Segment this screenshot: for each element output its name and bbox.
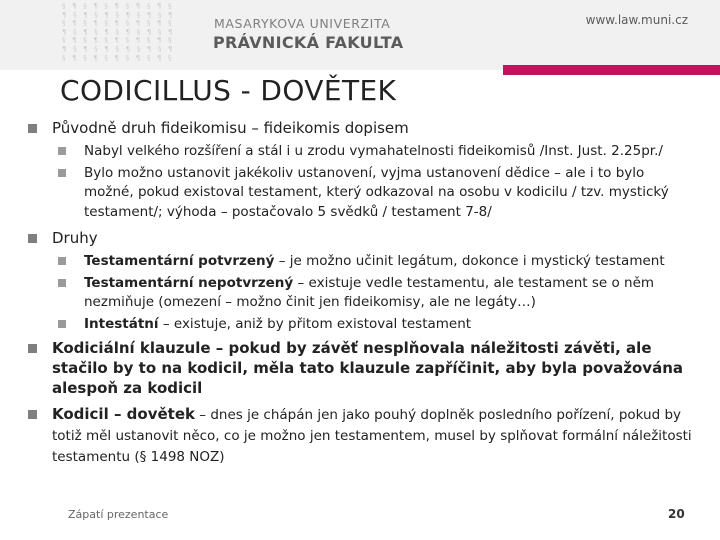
website-url[interactable]: www.law.muni.cz bbox=[585, 13, 688, 27]
sub-bullet bbox=[58, 164, 698, 223]
sub-bullet bbox=[58, 252, 698, 272]
sub-bullet-text: – existuje, aniž by přitom existoval testament bbox=[158, 315, 472, 332]
slide-content bbox=[28, 118, 698, 471]
term: Intestátní bbox=[84, 315, 159, 332]
bullet-original-type bbox=[28, 118, 698, 138]
sub-bullet bbox=[58, 142, 698, 162]
bullet-codicil bbox=[28, 404, 698, 467]
bullet-text: – dnes je chápán jen jako pouhý doplněk posledního pořízení, pokud by totiž měl ustanovit něco, co je možno jen testamentem, musel by splňovat formální náležitosti testamentu (§ 1498 NOZ) bbox=[52, 407, 692, 465]
faculty-name: PRÁVNICKÁ FAKULTA bbox=[213, 33, 404, 52]
page-number: 20 bbox=[668, 507, 685, 521]
sub-bullet bbox=[58, 274, 698, 313]
bullet-text: Původně druh fideikomisu – fideikomis dopisem bbox=[52, 119, 409, 137]
sub-bullet-text: – je možno učinit legátum, dokonce i mystický testament bbox=[274, 253, 665, 269]
bullet-text: Druhy bbox=[52, 229, 98, 247]
accent-bar bbox=[503, 65, 720, 75]
slide-title: CODICILLUS - DOVĚTEK bbox=[60, 74, 397, 107]
footer-text: Zápatí prezentace bbox=[68, 508, 169, 521]
sub-bullet-text: Nabyl velkého rozšíření a stál i u zrodu vymahatelnosti fideikomisů /Inst. Just. 2.25pr./ bbox=[84, 143, 663, 159]
term: Testamentární potvrzený bbox=[84, 253, 275, 269]
term: Testamentární nepotvrzený bbox=[84, 274, 294, 291]
bullet-text: Kodiciální klauzule – pokud by závěť nesplňovala náležitosti závěti, ale stačilo by to na kodicil, měla tato klauzule zapříčinit, aby byla považována alespoň za kodicil bbox=[52, 339, 683, 397]
sub-bullet-text: Bylo možno ustanovit jakékoliv ustanovení, vyjma ustanovení dědice – ale i to bylo možné, pokud existoval testament, který odkazoval na osobu v kodicilu / tzv. mystický testament/; výhoda – postačovalo 5 svědků / testament 7-8/ bbox=[84, 164, 669, 220]
university-name: MASARYKOVA UNIVERZITA bbox=[214, 16, 391, 31]
header-band bbox=[0, 0, 720, 70]
logo-pattern: § ¶ § ¶ § ¶ § ¶ § ¶ § ¶ § ¶ § ¶ § ¶ § ¶ § ¶ § ¶ § ¶ § ¶ § ¶ § ¶ § ¶ § ¶ § ¶ § ¶ § ¶ § ¶ § ¶ § ¶ § ¶ § ¶ § ¶ § ¶ § ¶ § ¶ § ¶ § ¶ § ¶ § ¶ § ¶ § ¶ § ¶ § ¶ § bbox=[62, 2, 175, 62]
bullet-types bbox=[28, 228, 698, 248]
sub-bullet bbox=[58, 315, 698, 335]
bullet-codicil-clause bbox=[28, 338, 698, 398]
sub-bullet-text: – existuje vedle testamentu, ale testament se o něm nezmiňuje (omezení – možno činit jen fideikomisy, ale ne legáty…) bbox=[84, 274, 655, 310]
term: Kodicil – dovětek bbox=[52, 405, 195, 423]
